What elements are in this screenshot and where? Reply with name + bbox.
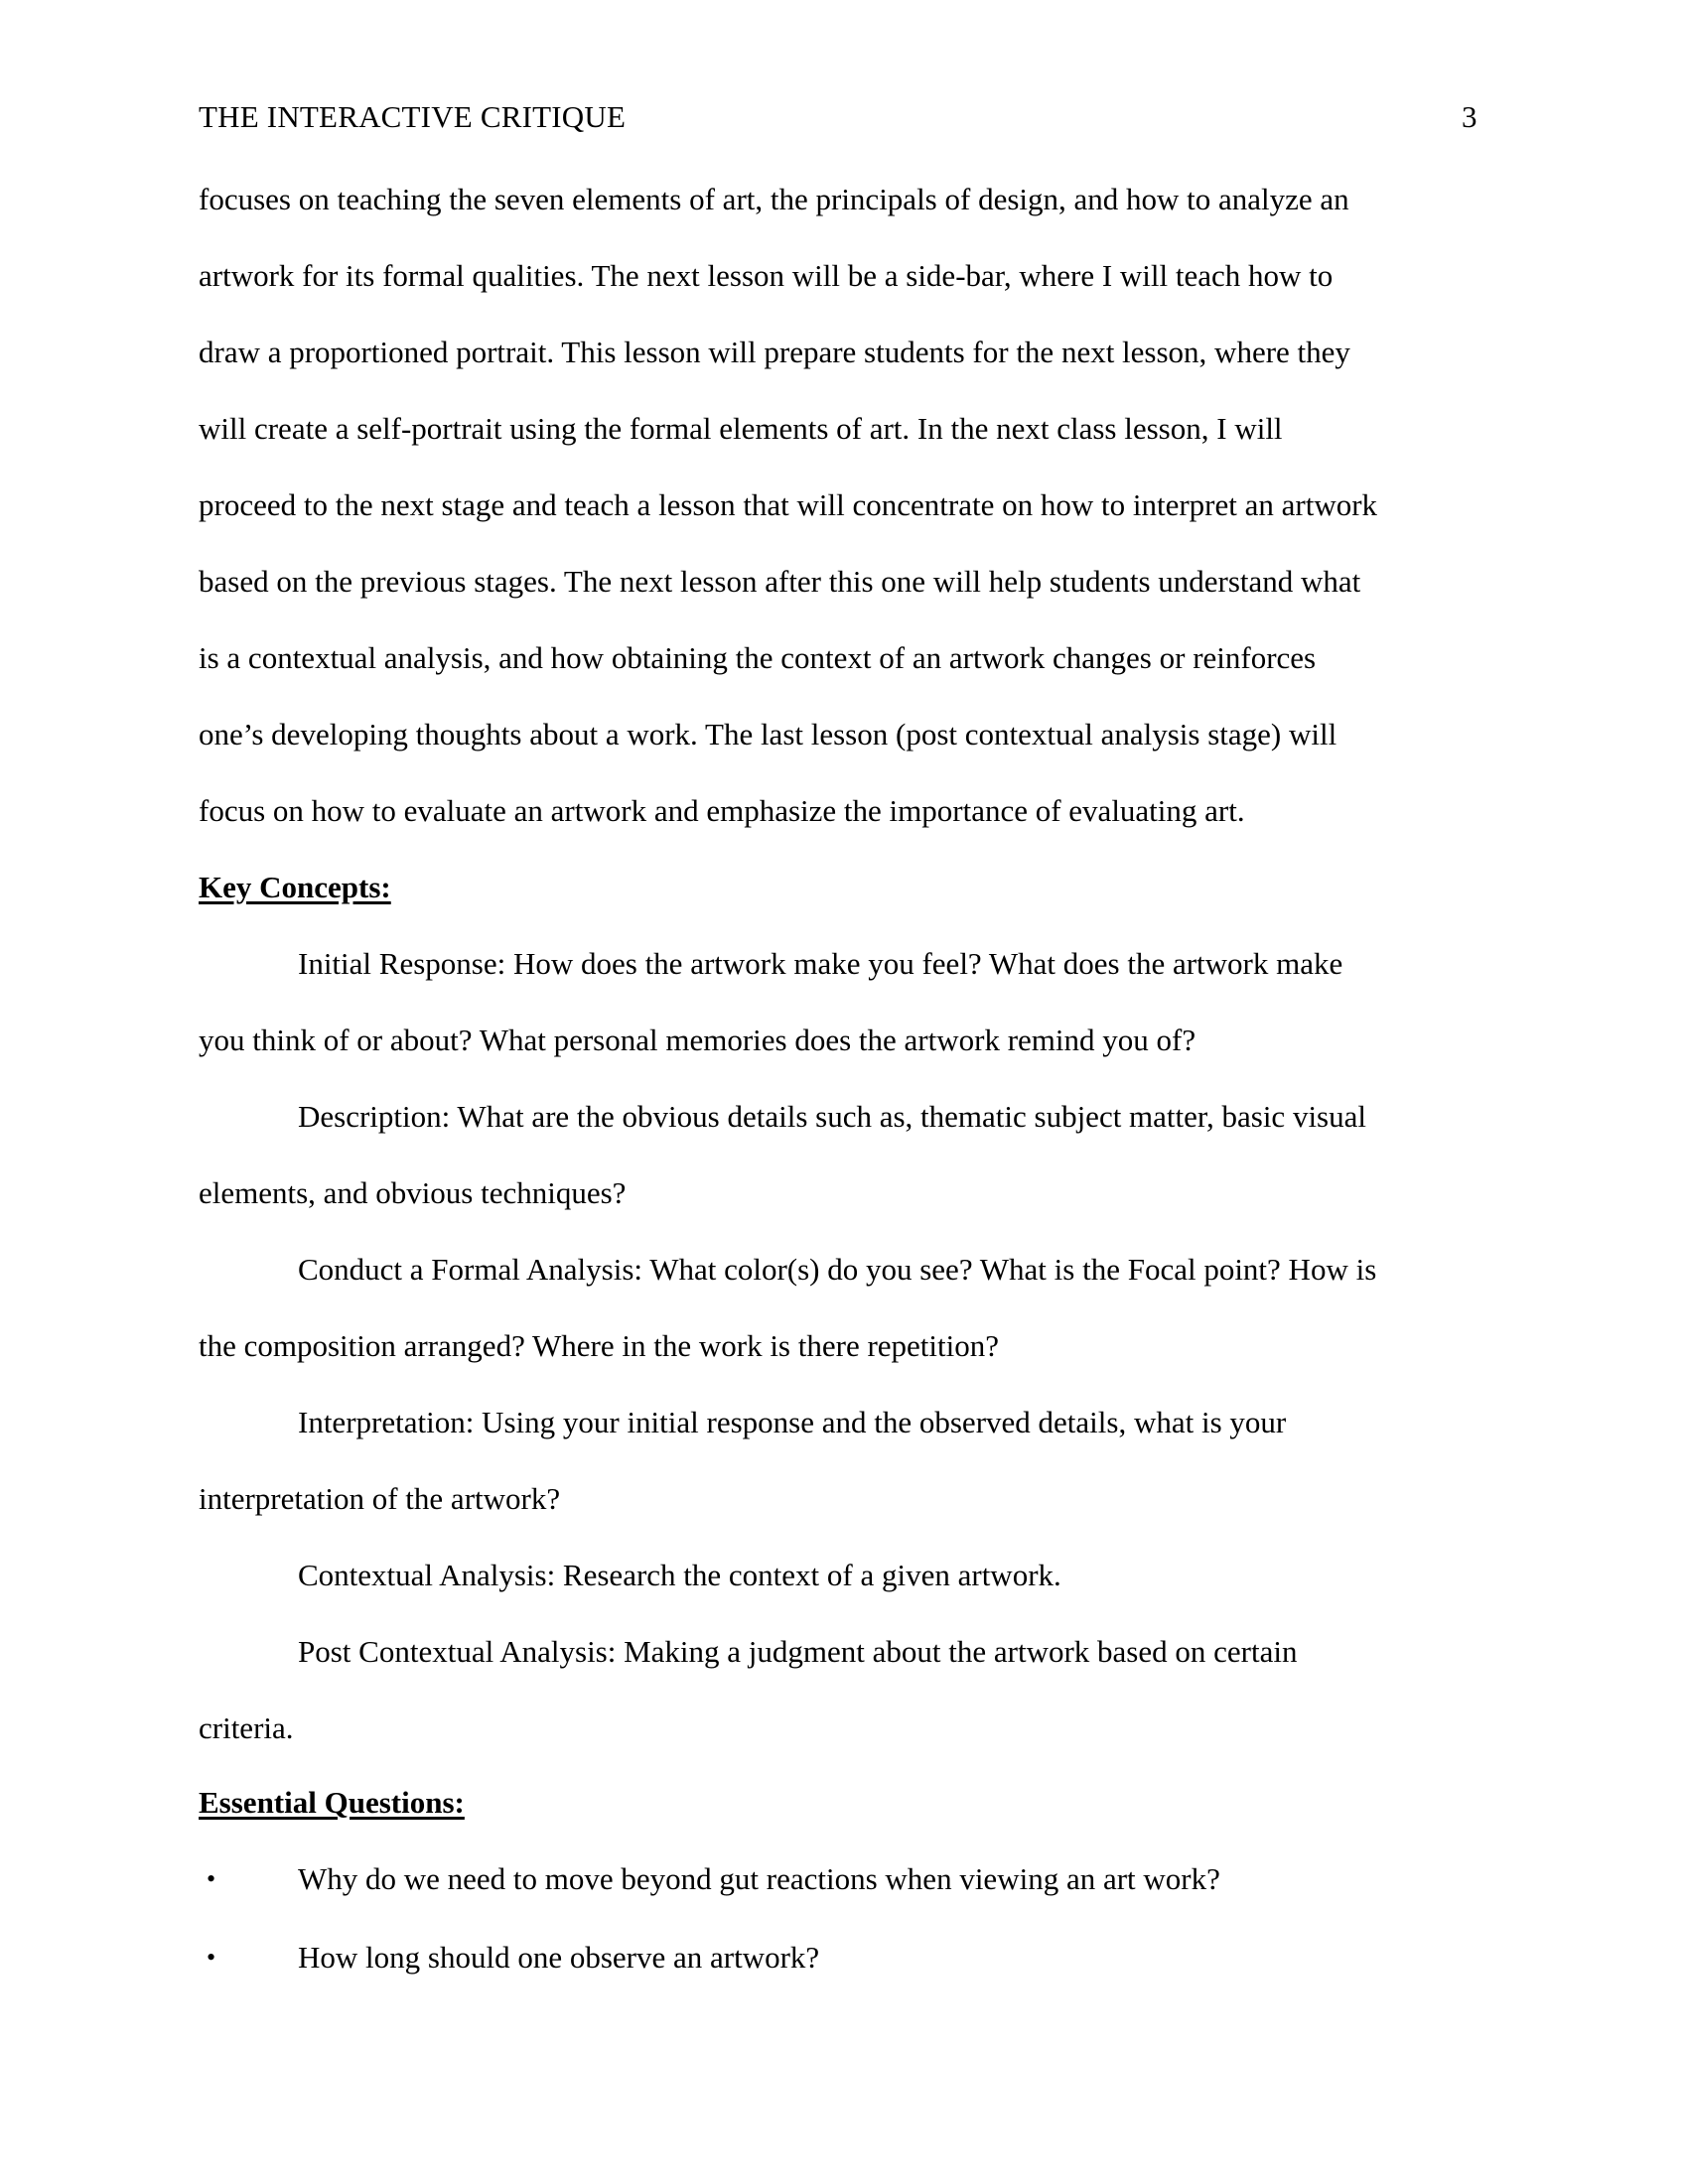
concept-formal-analysis-cont: the composition arranged? Where in the work is there repetition? xyxy=(199,1328,999,1363)
running-head: THE INTERACTIVE CRITIQUE xyxy=(199,99,627,134)
paragraph-line: will create a self-portrait using the formal elements of art. In the next class lesson, I will xyxy=(199,411,1283,446)
concept-description-cont: elements, and obvious techniques? xyxy=(199,1175,627,1210)
bullet-icon: • xyxy=(207,1864,216,1893)
paragraph-line: one’s developing thoughts about a work. The last lesson (post contextual analysis stage) will xyxy=(199,717,1337,751)
question-text: Why do we need to move beyond gut reactions when viewing an art work? xyxy=(298,1861,1220,1896)
page-number: 3 xyxy=(1462,99,1477,134)
concept-initial-response-cont: you think of or about? What personal memories does the artwork remind you of? xyxy=(199,1023,1196,1057)
concept-initial-response: Initial Response: How does the artwork make you feel? What does the artwork make xyxy=(298,946,1343,981)
intro-paragraph xyxy=(199,161,1509,849)
concept-post-contextual-analysis-cont: criteria. xyxy=(199,1710,294,1745)
key-concepts-section xyxy=(199,849,1509,1766)
concept-contextual-analysis: Contextual Analysis: Research the context of a given artwork. xyxy=(298,1558,1061,1592)
concept-description: Description: What are the obvious details such as, thematic subject matter, basic visual xyxy=(298,1099,1366,1134)
paragraph-line: draw a proportioned portrait. This lesson will prepare students for the next lesson, where they xyxy=(199,335,1350,369)
concept-post-contextual-analysis: Post Contextual Analysis: Making a judgment about the artwork based on certain xyxy=(298,1634,1298,1669)
question-text: How long should one observe an artwork? xyxy=(298,1940,820,1975)
paragraph-line: focuses on teaching the seven elements of art, the principals of design, and how to analyze an xyxy=(199,182,1349,216)
paragraph-line: focus on how to evaluate an artwork and emphasize the importance of evaluating art. xyxy=(199,793,1245,828)
list-item xyxy=(199,1919,1509,1995)
concept-interpretation: Interpretation: Using your initial response and the observed details, what is your xyxy=(298,1405,1287,1439)
paragraph-line: proceed to the next stage and teach a lesson that will concentrate on how to interpret an artwork xyxy=(199,487,1378,522)
paragraph-line: based on the previous stages. The next lesson after this one will help students understand what xyxy=(199,564,1361,599)
key-concepts-heading: Key Concepts: xyxy=(199,870,391,904)
paragraph-line: artwork for its formal qualities. The next lesson will be a side-bar, where I will teach how to xyxy=(199,258,1334,293)
paragraph-line: is a contextual analysis, and how obtaining the context of an artwork changes or reinforces xyxy=(199,640,1317,675)
concept-interpretation-cont: interpretation of the artwork? xyxy=(199,1481,561,1516)
concept-formal-analysis: Conduct a Formal Analysis: What color(s) do you see? What is the Focal point? How is xyxy=(298,1252,1377,1287)
bullet-icon: • xyxy=(207,1943,216,1972)
essential-questions-heading: Essential Questions: xyxy=(199,1785,465,1820)
list-item xyxy=(199,1841,1509,1919)
essential-questions-section xyxy=(199,1764,1509,1995)
